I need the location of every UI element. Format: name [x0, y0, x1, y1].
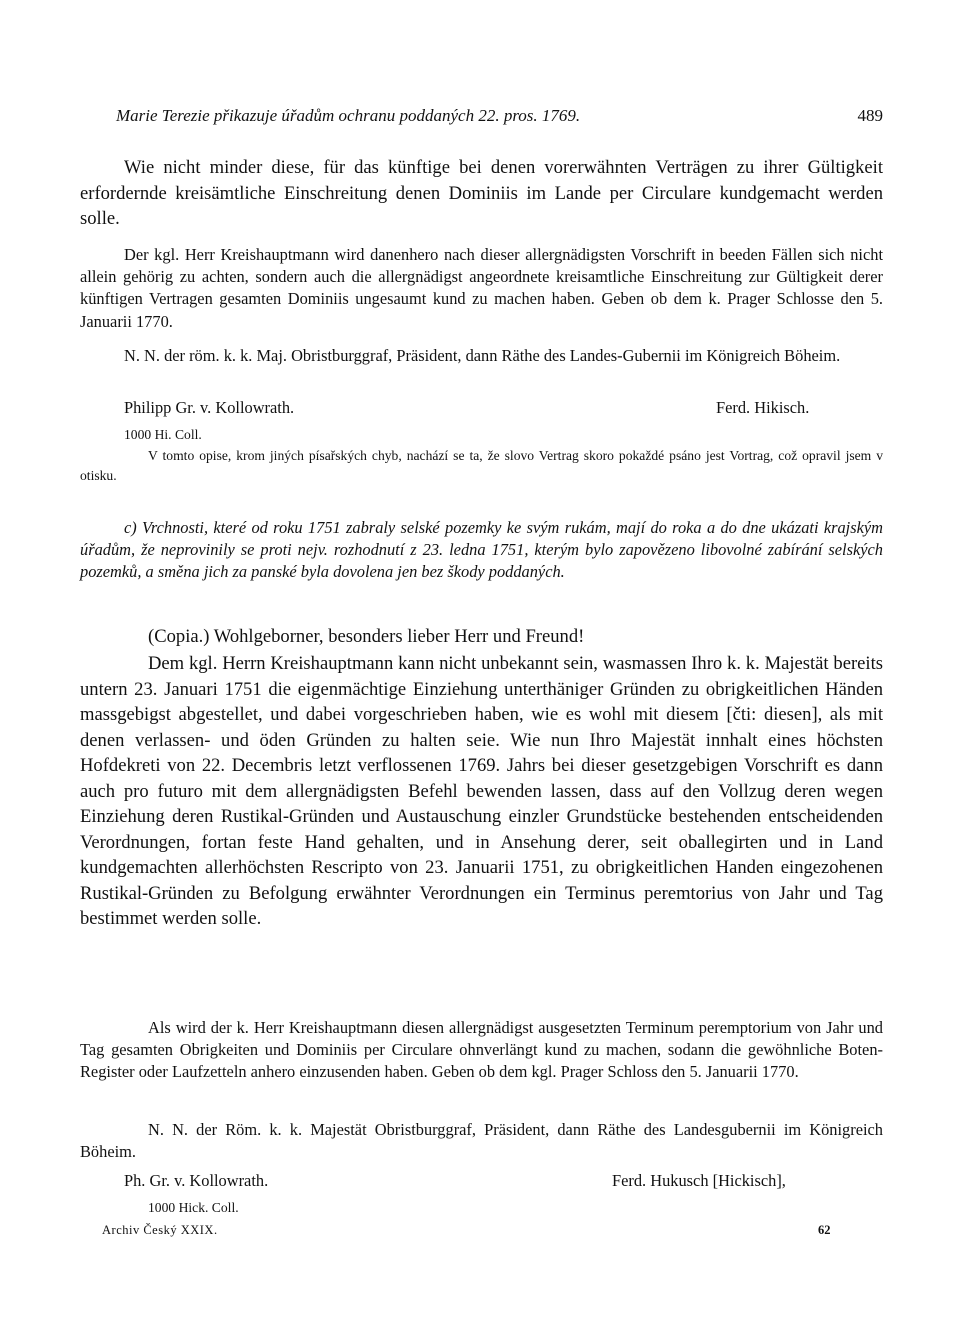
doc2-salutation-row — [80, 624, 883, 650]
doc1-paragraph-2 — [80, 244, 883, 333]
doc1-p2-text: Der kgl. Herr Kreishauptmann wird danenhero nach dieser allergnädigsten Vorschrift in beeden Fällen sich nicht allein gehörig zu achten, sondern auch die allergnädigst angeordnete kreisamtliche Einschreitung zur Gültigkeit derer künftigen Vertragen gesamten Dominiis ungesaumt kund zu machen haben. Geben ob dem k. Prager Schlosse den 5. Januarii 1770. — [80, 245, 883, 331]
sheet-number: 62 — [818, 1223, 831, 1237]
document-page — [80, 0, 883, 1323]
page-header — [80, 106, 883, 132]
doc2-p3-text: N. N. der Röm. k. k. Majestät Obristburggraf, Präsident, dann Räthe des Landesgubernii im Königreich Böheim. — [80, 1120, 883, 1162]
doc1-paragraph-1 — [80, 155, 883, 232]
doc2-summary — [80, 517, 883, 584]
doc2-paragraph-3 — [80, 1119, 883, 1163]
doc1-source: 1000 Hi. Coll. — [124, 427, 202, 442]
doc1-p1-text: Wie nicht minder diese, für das künftige bei denen vorerwähnten Verträgen zu ihrer Gültigkeit erfordernde kreisämtliche Einschreitung denen Dominiis im Lande per Circulare kundgemacht werden solle. — [80, 157, 883, 229]
doc1-signature-left: Philipp Gr. v. Kollowrath. — [124, 398, 295, 417]
page-number: 489 — [857, 106, 883, 125]
doc1-signatures — [80, 397, 883, 421]
doc2-p2-text: Als wird der k. Herr Kreishauptmann diesen allergnädigst ausgesetzten Terminum peremptorium von Jahr und Tag gesamten Obrigkeiten und Dominiis per Circulare ohnverlängt kund zu machen, sodann die gewöhnliche Boten-Register oder Laufzetteln anhero einzusenden haben. Geben ob dem kgl. Prager Schloss den 5. Januarii 1770. — [80, 1018, 883, 1082]
doc2-source: 1000 Hick. Coll. — [148, 1200, 239, 1215]
doc1-signature-right: Ferd. Hikisch. — [716, 398, 810, 417]
page-footer — [80, 1223, 840, 1243]
doc2-paragraph-2 — [80, 1017, 883, 1084]
doc2-summary-text: c) Vrchnosti, které od roku 1751 zabraly selské pozemky ke svým rukám, mají do roka a do dne ukázati krajským úřadům, že neprovinily se proti nejv. rozhodnutí z 23. ledna 1751, kterým bylo zapovězeno libovolné zabírání selských pozemků, a směna jich za panské byla dovolena jen bez škody poddaných. — [80, 518, 883, 582]
doc2-salutation: (Copia.) Wohlgeborner, besonders lieber Herr und Freund! — [148, 626, 585, 647]
doc2-signature-right: Ferd. Hukusch [Hickisch], — [612, 1171, 786, 1190]
doc2-source-row — [80, 1198, 883, 1218]
doc2-body — [80, 651, 883, 932]
signature-mark: Archiv Český XXIX. — [102, 1223, 218, 1237]
doc1-paragraph-3 — [80, 345, 883, 367]
editor-note-text: V tomto opise, krom jiných písařských chyb, nachází se ta, že slovo Vertrag skoro pokaždé psáno jest Vortrag, což opravil jsem v otisku. — [80, 448, 883, 483]
doc1-source-row — [80, 425, 883, 445]
doc2-body-text: Dem kgl. Herrn Kreishauptmann kann nicht unbekannt sein, wasmassen Ihro k. k. Majestät bereits untern 23. Januari 1751 die eigenmächtige Einziehung unterthäniger Gründen zu obrigkeitlichen Händen massgebigst abgestellet, und dabei vorgeschrieben haben, wie es wohl mit diesem [čti: diesen], als mit denen verlassen- und öden Gründen zu halten seie. Wie nun Ihro Majestät innhalt eines höchsten Hofdekreti von 22. Decembris letzt verflossenen 1769. Jahrs bei dieser gesetzgebigen Vorschrift es dann auch pro futuro mit dem allergnädigsten Befehl bewenden lassen, dass auf den Vollzug deren wegen Einziehung deren Rustikal-Gründen und Austauschung einzler Grundstücke bestehenden entscheidenden Verordnungen, fortan feste Hand gehalten, und in Ansehung derer, seit oballegirten und in Land kundgemachten allerhöchsten Rescripto von 23. Januarii 1751, zu obrigkeitlichen Handen eingezohenen Rustikal-Gründen zu Befolgung erwähnter Verordnungen ein Terminus peremtorius von Jahr und Tag bestimmet werden solle. — [80, 653, 883, 929]
doc1-p3-text: N. N. der röm. k. k. Maj. Obristburggraf, Präsident, dann Räthe des Landes-Gubernii im Königreich Böheim. — [124, 346, 841, 365]
doc2-signatures — [80, 1170, 883, 1194]
doc2-signature-left: Ph. Gr. v. Kollowrath. — [124, 1171, 269, 1190]
editor-note — [80, 446, 883, 485]
running-title: Marie Terezie přikazuje úřadům ochranu poddaných 22. pros. 1769. — [116, 106, 581, 125]
